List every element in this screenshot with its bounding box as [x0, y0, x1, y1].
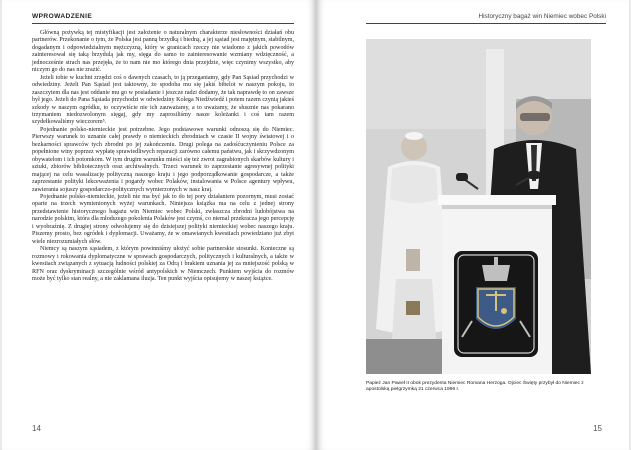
page-number-left: 14	[32, 424, 41, 433]
paragraph-1: Główną pożywką tej mistyfikacji jest założenie o naturalnym charakterze niesłowności działań obu partnerów. Przekonanie o tym, że Polska jest panną brzydką i biedną, a jej sąsiad jest majętnym, stabilnym, dogadanym i odpowiedzialnym mężczyzną, który w granicach rzeczy nie wiadomo z jakich powodów zainteresował się taką brzydulą jak my, sięga do samo to zainteresowanie wzmiany wdzięczność, a jednocześnie strach nas przejęła, że to nam nie mo którego dnia przejdzie, więc czynimy wszystko, aby niczym go do nas nie zrazić.	[32, 30, 294, 74]
running-head-right: Historyczny bagaż win Niemiec wobec Polski	[478, 13, 606, 20]
photo-pope-and-president	[366, 39, 591, 374]
left-page	[2, 0, 315, 450]
paragraph-2: Jeżeli tobie w kuchni zrzędzi coś o dawnych czasach, to ją przeganiamy, gdy Pan Sąsiad przychodzi w odwiedziny. Jeżeli Pan Sąsiad jest taktowny, że spodoba mu się jakiś bibelot w naszym pokoju, to zaszczytem dla nas jest oddanie mu go w posiadanie i jeszcze radzi dodamy, że tak naprawdę to on zawsze był jego. Jeżeli do Pana Sąsiada przychodzi w odwiedziny Kolega Niedźwiedź i potem razem czynią jakieś szkody w naszym ogródku, to oczywiście nie ich zauważamy, a to uważamy, że słusznie nas pokarano trzymaniem niedozwolonym sięgaj, gdy my zaprosiliśmy nasze koleżanki i coś tam razem szydełkowaliśmy wieczorem⁵.	[32, 74, 294, 126]
photo-illustration	[366, 39, 591, 374]
header-rule-right	[366, 23, 606, 24]
page-number-right: 15	[593, 424, 602, 433]
paragraph-4: Pojednanie polsko-niemieckie, jeżeli nie ma być jak to do tej pory działaniem pozornym, musi zostać oparte na trzech wymienionych wyżej warunkach. Niniejsza książka ma na celu z jednej strony przedstawienie historycznego bagażu win Niemiec wobec Polski, zwłaszcza zbrodni ludobójstwa na narodzie polskim, która dla młodszego pokolenia Polaków jest czymś, co niemal przekracza jego percepcję i wyobraźnię. Z drugiej strony odwołujemy się do dzisiejszej polityki niemieckiej wobec naszego kraju. Piszemy prosto, bez ogródek i dyplomacji. Uważamy, że w omawianych kwestiach powiedziano już zbyt wiele niezrozumiałych słów.	[32, 193, 294, 245]
right-page	[317, 0, 629, 450]
paragraph-5: Niemcy są naszym sąsiadem, z którym powinniśmy ułożyć sobie partnerskie stosunki. Konieczne są rozmowy i rokowania dyplomatyczne w sprawach gospodarczych, politycznych i kulturalnych, a także w kwestiach związanych z sytuacją ludności polskiej za Odrą i brakiem uznania jej za mniejszość polską w RFN oraz dyskryminacji szczególnie wśród antypolskich w Niemczech. Punktem wyjścia do rozmów może być tylko stan realny, a nie zaklamana iluzja. Ten punkt wyjścia opisujemy w naszej książce.	[32, 246, 294, 282]
header-rule-left	[32, 23, 294, 24]
photo-caption: Papież Jan Paweł II obok prezydenta Niemiec Romana Herzoga. Ojciec Święty przybył do Niemiec z apostolską pielgrzymką 21 czerwca 1996 r.	[366, 381, 584, 393]
podium	[438, 195, 556, 374]
body-text	[32, 30, 294, 283]
paragraph-3: Pojednanie polsko-niemieckie jest potrzebne. Jego podstawowe warunki odnoszą się do Niemiec. Pierwszy warunek to uznanie całej prawdy o niemieckich zbrodniach w czasie II wojny światowej i o bezkarności sprawców tych zbrodni po jej zakończeniu. Drugi polega na zadośćuczynieniu Polsce za popełnione winy poprzez wypłatę sprawiedliwych reparacji zarówno całemu państwu, jak i skrzywdzonym obywatelom i ich potomkom. W tym drugim warunku mieści się też zwrot zagrabionych skarbów kultury i sztuki, zbiorów bibliotecznych oraz archiwalnych. Trzeci warunek to zaprzestanie agresywnej polityki mającej na celu wasalizację polityczną naszego kraju i jego podporządkowanie gospodarcze, a także zaprzestanie polityki lekceważenia i pogardy wobec Polaków, instalowania w Polsce agentury wpływu, zawierania sojuszy gospodarczo-politycznych wymierzonych w nasz kraj.	[32, 126, 294, 193]
running-head-left: WPROWADZENIE	[32, 13, 93, 20]
